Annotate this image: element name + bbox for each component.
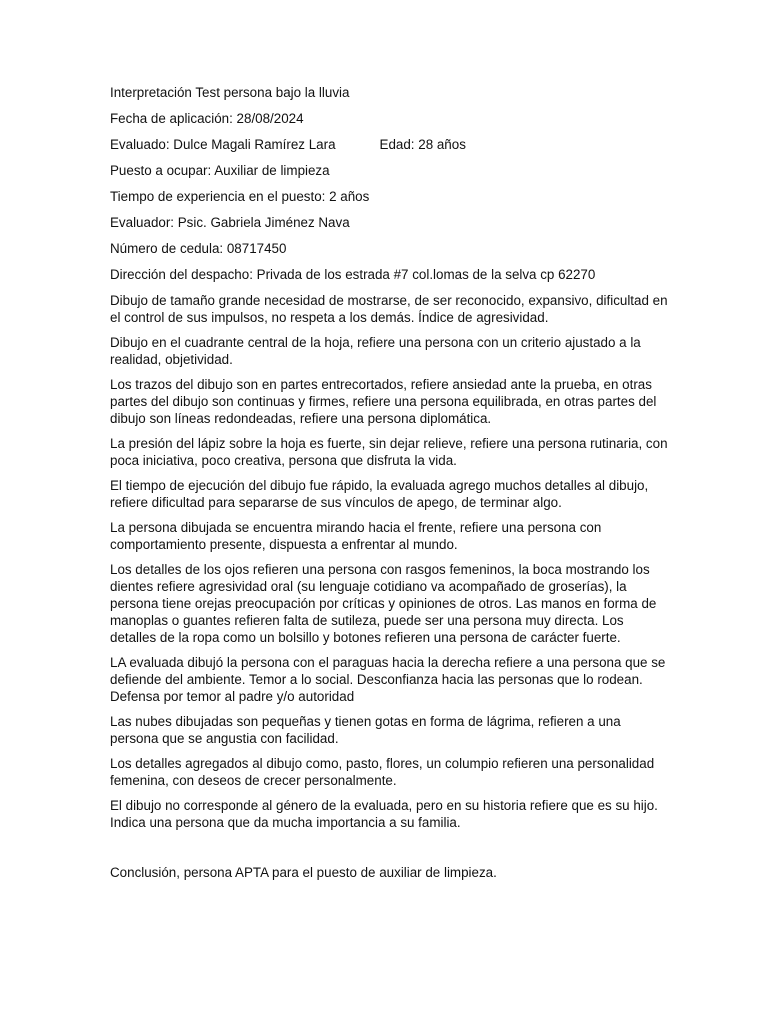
spacer — [110, 839, 670, 864]
direccion-despacho: Dirección del despacho: Privada de los estrada #7 col.lomas de la selva cp 62270 — [110, 267, 596, 282]
paragraph-paraguas: LA evaluada dibujó la persona con el paraguas hacia la derecha refiere a una persona que se defiende del ambiente. Temor a lo social. Desconfianza hacia las personas que lo rodean. Defensa por temor al padre y/o autoridad — [110, 655, 666, 704]
paragraph-nubes: Las nubes dibujadas son pequeñas y tienen gotas en forma de lágrima, refieren a una persona que se angustia con facilidad. — [110, 714, 621, 746]
paragraph-frente: La persona dibujada se encuentra mirando hacia el frente, refiere una persona con comportamiento presente, dispuesta a enfrentar al mundo. — [110, 520, 602, 552]
evaluador: Evaluador: Psic. Gabriela Jiménez Nava — [110, 215, 350, 230]
edad: Edad: 28 años — [379, 137, 466, 152]
tiempo-experiencia: Tiempo de experiencia en el puesto: 2 años — [110, 189, 370, 204]
document-title: Interpretación Test persona bajo la lluvia — [110, 85, 350, 100]
evaluado-row — [110, 136, 670, 153]
paragraph-detalles-agregados: Los detalles agregados al dibujo como, pasto, flores, un columpio refieren una personalidad femenina, con deseos de crecer personalmente. — [110, 756, 655, 788]
paragraph-cuadrante: Dibujo en el cuadrante central de la hoja, refiere una persona con un criterio ajustado a la realidad, objetividad. — [110, 335, 641, 367]
paragraph-tiempo: El tiempo de ejecución del dibujo fue rápido, la evaluada agrego muchos detalles al dibujo, refiere dificultad para separarse de sus vínculos de apego, de terminar algo. — [110, 478, 649, 510]
paragraph-detalles-ojos: Los detalles de los ojos refieren una persona con rasgos femeninos, la boca mostrando los dientes refiere agresividad oral (su lenguaje cotidiano va acompañado de groserías), la persona tiene orejas preocupación por críticas y opiniones de otros. Las manos en forma de manoplas o guantes refieren falta de sutileza, puede ser una persona muy directa. Los detalles de la ropa como un bolsillo y botones refieren una persona de carácter fuerte. — [110, 562, 657, 645]
paragraph-presion: La presión del lápiz sobre la hoja es fuerte, sin dejar relieve, refiere una persona rutinaria, con poca iniciativa, poco creativa, persona que disfruta la vida. — [110, 436, 668, 468]
paragraph-tamano: Dibujo de tamaño grande necesidad de mostrarse, de ser reconocido, expansivo, dificultad en el control de sus impulsos, no respeta a los demás. Índice de agresividad. — [110, 293, 668, 325]
fecha-aplicacion: Fecha de aplicación: 28/08/2024 — [110, 111, 304, 126]
evaluado-name: Evaluado: Dulce Magali Ramírez Lara — [110, 137, 336, 152]
numero-cedula: Número de cedula: 08717450 — [110, 241, 287, 256]
conclusion: Conclusión, persona APTA para el puesto de auxiliar de limpieza. — [110, 865, 497, 880]
paragraph-genero: El dibujo no corresponde al género de la evaluada, pero en su historia refiere que es su hijo. Indica una persona que da mucha importancia a su familia. — [110, 798, 658, 830]
paragraph-trazos: Los trazos del dibujo son en partes entrecortados, refiere ansiedad ante la prueba, en otras partes del dibujo son continuas y firmes, refiere una persona equilibrada, en otras partes del dibujo son líneas redondeadas, refiere una persona diplomática. — [110, 377, 657, 426]
puesto: Puesto a ocupar: Auxiliar de limpieza — [110, 163, 330, 178]
document-page — [110, 84, 670, 889]
